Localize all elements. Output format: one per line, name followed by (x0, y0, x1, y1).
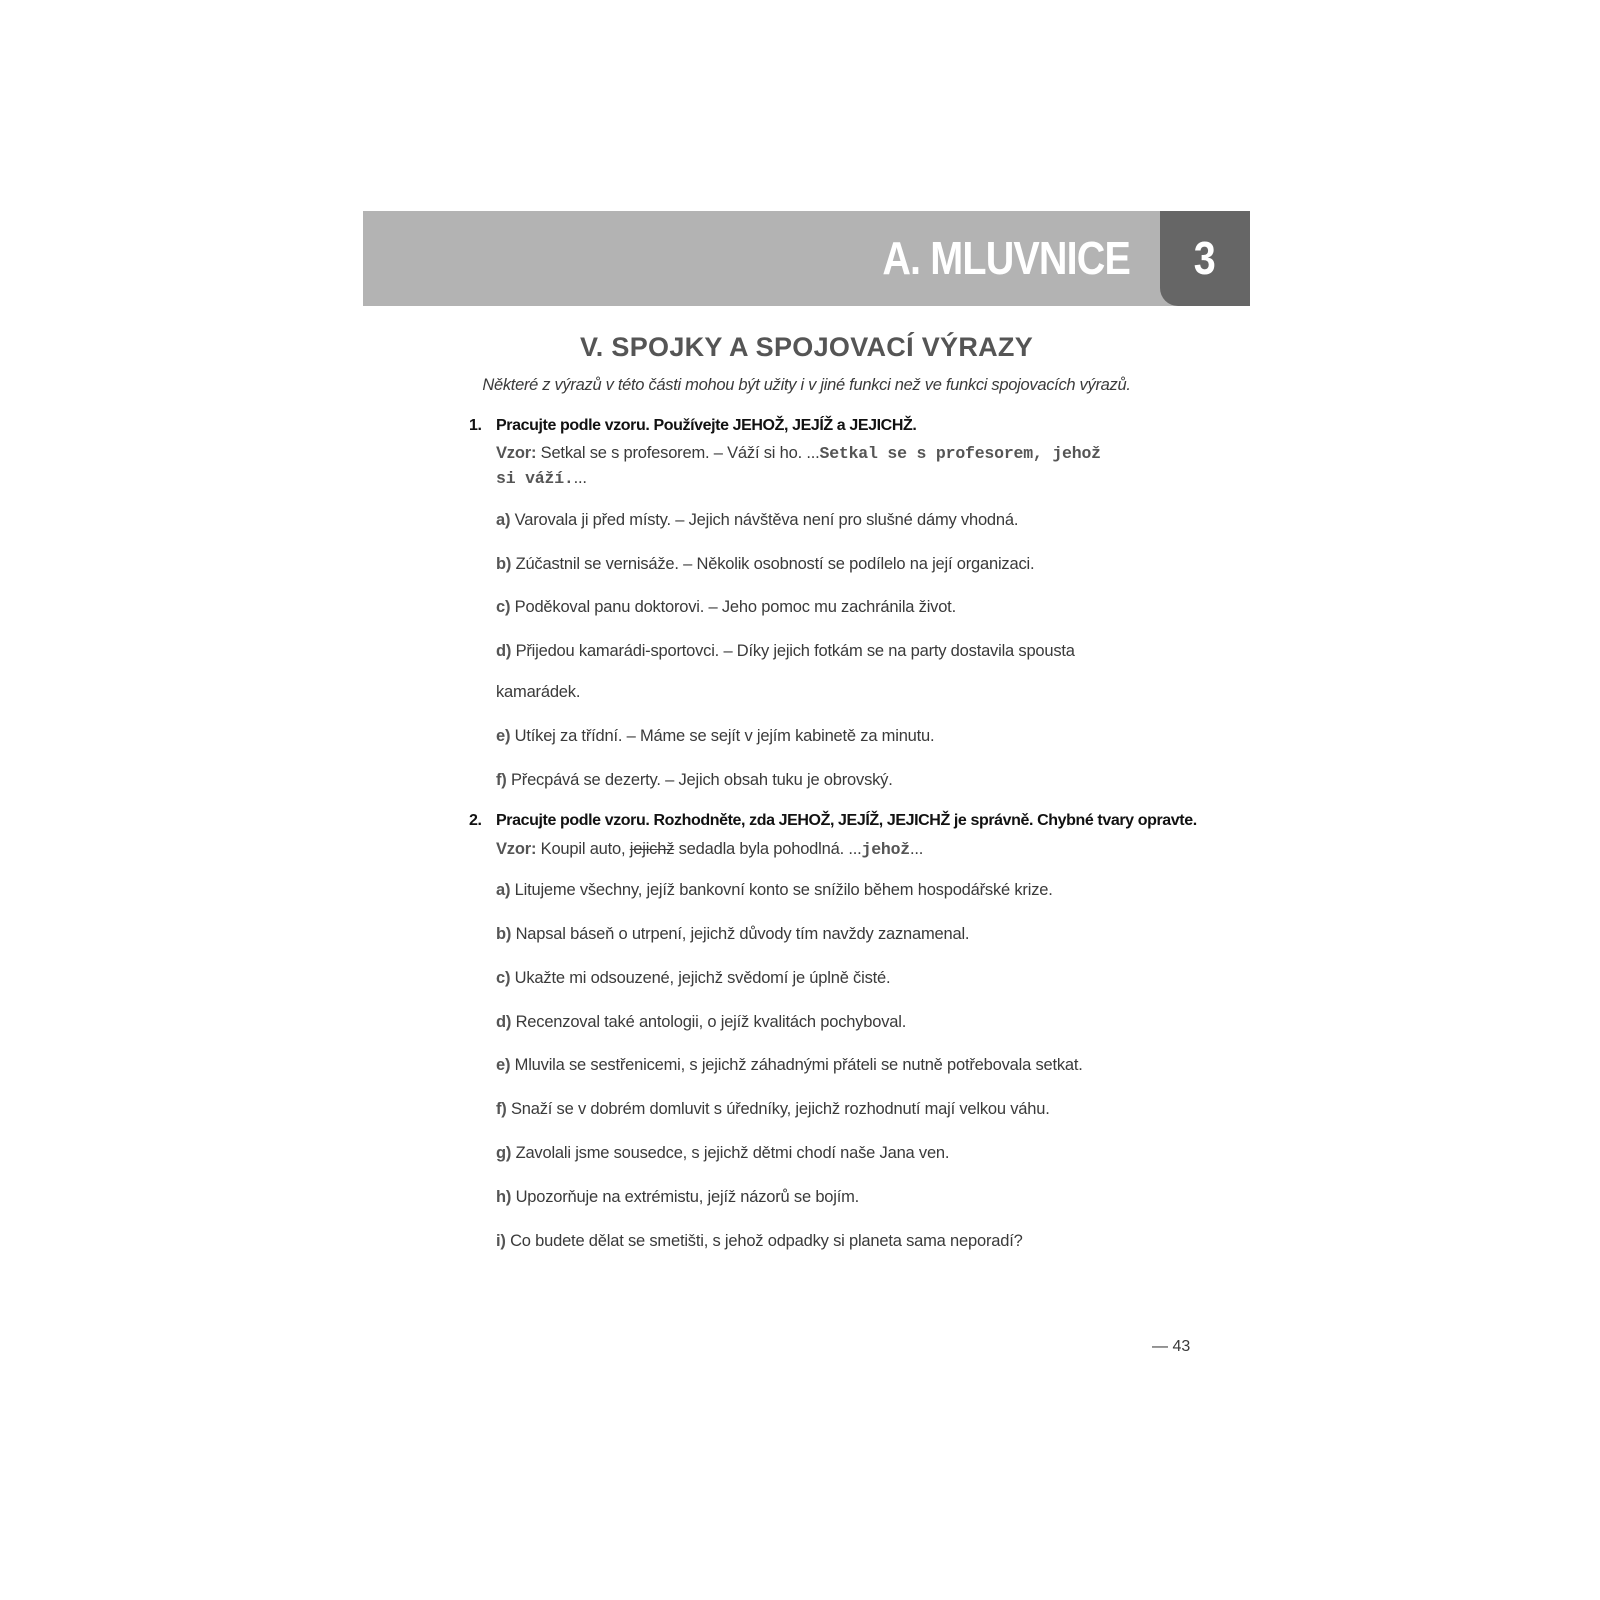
list-item: g) Zavolali jsme sousedce, s jejichž dětmi chodí naše Jana ven. (496, 1144, 950, 1162)
section-subtitle: Některé z výrazů v této části mohou být užity i v jiné funkci než ve funkci spojovacích výrazů. (482, 376, 1131, 394)
page-number: — 43 (1152, 1338, 1191, 1355)
task-2-example: Vzor: Koupil auto, jejichž sedadla byla pohodlná. ...jehož... (496, 840, 924, 859)
list-item: f) Přecpává se dezerty. – Jejich obsah tuku je obrovský. (496, 771, 893, 789)
list-item: c) Poděkoval panu doktorovi. – Jeho pomoc mu zachránila život. (496, 598, 956, 616)
chapter-title: A. MLUVNICE (882, 232, 1130, 284)
chapter-header-band (363, 211, 1250, 306)
list-item: e) Utíkej za třídní. – Máme se sejít v jejím kabinetě za minutu. (496, 727, 935, 745)
example-label: Vzor: (496, 840, 537, 858)
task-1-instruction: Pracujte podle vzoru. Používejte JEHOŽ, JEJÍŽ a JEJICHŽ. (496, 417, 917, 434)
task-1-number: 1. (469, 417, 482, 434)
task-1-heading (469, 417, 916, 435)
list-item: b) Napsal báseň o utrpení, jejichž důvody tím navždy zaznamenal. (496, 925, 970, 943)
list-item: d) Recenzoval také antologii, o jejíž kvalitách pochyboval. (496, 1013, 907, 1031)
list-item: c) Ukažte mi odsouzené, jejichž svědomí je úplně čisté. (496, 969, 891, 987)
chapter-number-box (1160, 211, 1250, 306)
task-2-heading (469, 812, 1197, 830)
example-answer: jehož (861, 840, 911, 859)
example-tail: ... (573, 469, 587, 487)
example-text: Setkal se s profesorem. – Váží si ho. ... (536, 444, 820, 462)
list-item: b) Zúčastnil se vernisáže. – Několik osobností se podílelo na její organizaci. (496, 555, 1035, 573)
list-item: d) Přijedou kamarádi-sportovci. – Díky jejich fotkám se na party dostavila spousta (496, 642, 1075, 660)
list-item: i) Co budete dělat se smetišti, s jehož odpadky si planeta sama neporadí? (496, 1232, 1023, 1250)
example-answer-cont: si váží. (496, 469, 574, 488)
list-item: a) Varovala ji před místy. – Jejich návštěva není pro slušné dámy vhodná. (496, 511, 1019, 529)
task-1-example-cont (496, 469, 587, 488)
chapter-number: 3 (1193, 232, 1217, 284)
task-1-example (496, 444, 1101, 463)
list-item: h) Upozorňuje na extrémistu, jejíž názorů se bojím. (496, 1188, 860, 1206)
list-item: e) Mluvila se sestřenicemi, s jejichž záhadnými přáteli se nutně potřebovala setkat. (496, 1056, 1083, 1074)
task-2-number: 2. (469, 812, 482, 829)
struck-word: jejichž (629, 840, 675, 858)
list-item: f) Snaží se v dobrém domluvit s úředníky, jejichž rozhodnutí mají velkou váhu. (496, 1100, 1050, 1118)
section-title: V. SPOJKY A SPOJOVACÍ VÝRAZY (579, 332, 1034, 362)
task-2-instruction: Pracujte podle vzoru. Rozhodněte, zda JEHOŽ, JEJÍŽ, JEJICHŽ je správně. Chybné tvary opravte. (496, 812, 1197, 829)
example-answer: Setkal se s profesorem, jehož (819, 444, 1101, 463)
list-item-continuation: kamarádek. (496, 683, 581, 701)
list-item: a) Litujeme všechny, jejíž bankovní konto se snížilo během hospodářské krize. (496, 881, 1053, 899)
example-label: Vzor: (496, 444, 537, 462)
